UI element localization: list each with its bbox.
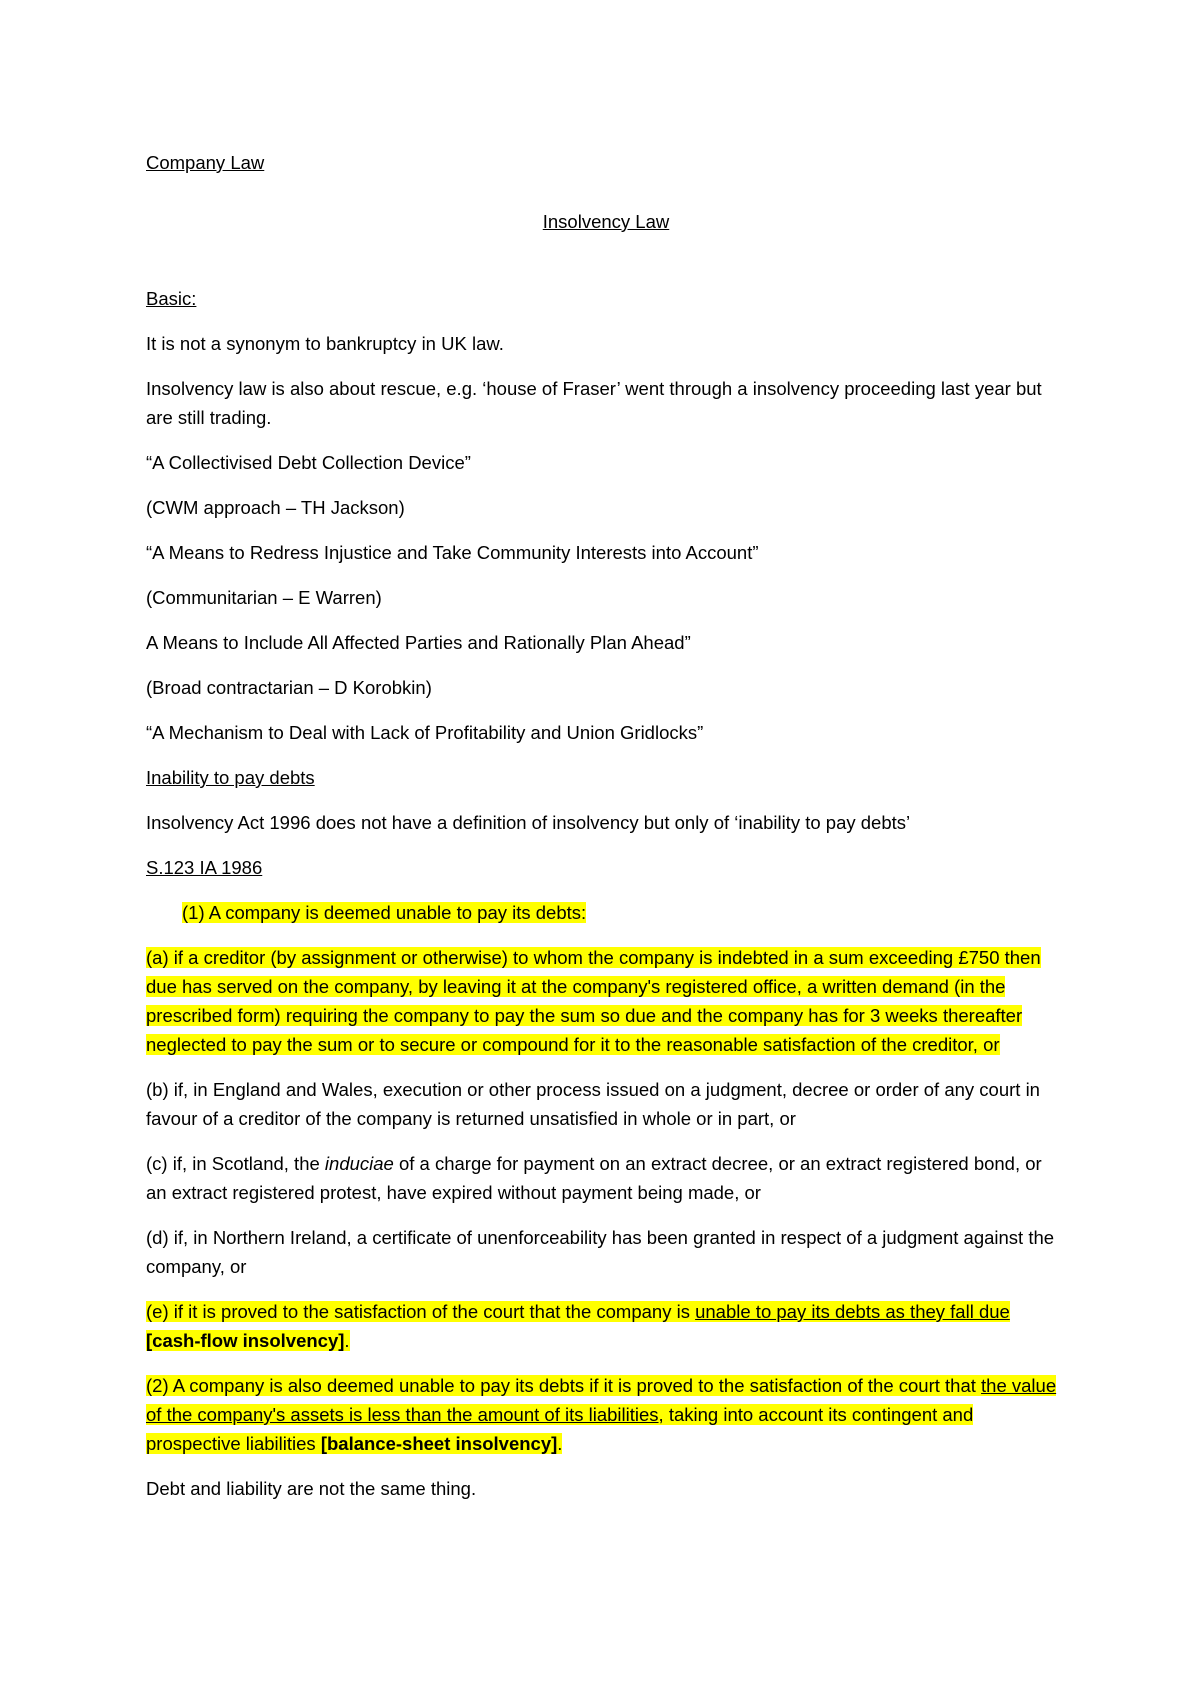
subsection-2-end: .: [557, 1433, 563, 1454]
clause-e-bold: [cash-flow insolvency]: [146, 1330, 345, 1351]
paragraph-definition: Insolvency Act 1996 does not have a definition of insolvency but only of ‘inability to pay debts’: [146, 812, 911, 833]
basic-heading: Basic:: [146, 288, 197, 309]
quote-mechanism: “A Mechanism to Deal with Lack of Profitability and Union Gridlocks”: [146, 722, 704, 743]
clause-c-italic: induciae: [324, 1153, 394, 1174]
clause-e-underline: unable to pay its debts as they fall due: [695, 1301, 1010, 1322]
paragraph-debt-liability: Debt and liability are not the same thing.: [146, 1478, 477, 1499]
clause-a: [146, 943, 1066, 1059]
quote-affected-parties: A Means to Include All Affected Parties and Rationally Plan Ahead”: [146, 632, 691, 653]
inability-heading: Inability to pay debts: [146, 767, 315, 788]
subsection-2-bold: [balance-sheet insolvency]: [320, 1433, 558, 1454]
subsection-2-mid: , taking into account its contingent and prospective liabilities: [146, 1404, 974, 1454]
quote-redress-source: (Communitarian – E Warren): [146, 587, 382, 608]
quote-collectivised-source: (CWM approach – TH Jackson): [146, 497, 405, 518]
subsection-2-highlight: [146, 1375, 1056, 1454]
clause-d: (d) if, in Northern Ireland, a certificate of unenforceability has been granted in respect of a judgment against the company, or: [146, 1227, 1055, 1277]
clause-e-highlight: [146, 1301, 1010, 1351]
subsection-1: [146, 898, 1066, 927]
clause-e-end: .: [344, 1330, 350, 1351]
clause-e: [146, 1297, 1066, 1355]
clause-e-pre: (e) if it is proved to the satisfaction of the court that the company is: [146, 1301, 696, 1322]
quote-affected-parties-source: (Broad contractarian – D Korobkin): [146, 677, 432, 698]
subsection-2: [146, 1371, 1066, 1458]
clause-c-pre: (c) if, in Scotland, the: [146, 1153, 325, 1174]
header-label: Company Law: [146, 152, 265, 173]
paragraph-synonym: It is not a synonym to bankruptcy in UK law.: [146, 333, 504, 354]
quote-redress: “A Means to Redress Injustice and Take Community Interests into Account”: [146, 542, 759, 563]
clause-c-post: of a charge for payment on an extract decree, or an extract registered bond, or an extract registered protest, have expired without payment being made, or: [146, 1153, 1042, 1203]
section-heading: S.123 IA 1986: [146, 857, 263, 878]
subsection-2-underline: the value of the company's assets is less than the amount of its liabilities: [146, 1375, 1057, 1425]
clause-c: [146, 1149, 1066, 1207]
subsection-2-pre: (2) A company is also deemed unable to pay its debts if it is proved to the satisfaction of the court that: [146, 1375, 982, 1396]
clause-b: (b) if, in England and Wales, execution or other process issued on a judgment, decree or order of any court in favour of a creditor of the company is returned unsatisfied in whole or in part, or: [146, 1079, 1040, 1129]
quote-collectivised: “A Collectivised Debt Collection Device”: [146, 452, 471, 473]
document-title: Insolvency Law: [542, 211, 670, 232]
clause-a-text: (a) if a creditor (by assignment or otherwise) to whom the company is indebted in a sum exceeding £750 then due has served on the company, by leaving it at the company's registered office, a written demand (in the prescribed form) requiring the company to pay the sum so due and the company has for 3 weeks thereafter neglected to pay the sum or to secure or compound for it to the reasonable satisfaction of the creditor, or: [146, 947, 1041, 1055]
paragraph-rescue: Insolvency law is also about rescue, e.g. ‘house of Fraser’ went through a insolvency proceeding last year but are still trading.: [146, 378, 1042, 428]
document-body: [146, 148, 1066, 1519]
subsection-1-text: (1) A company is deemed unable to pay its debts:: [182, 902, 587, 923]
